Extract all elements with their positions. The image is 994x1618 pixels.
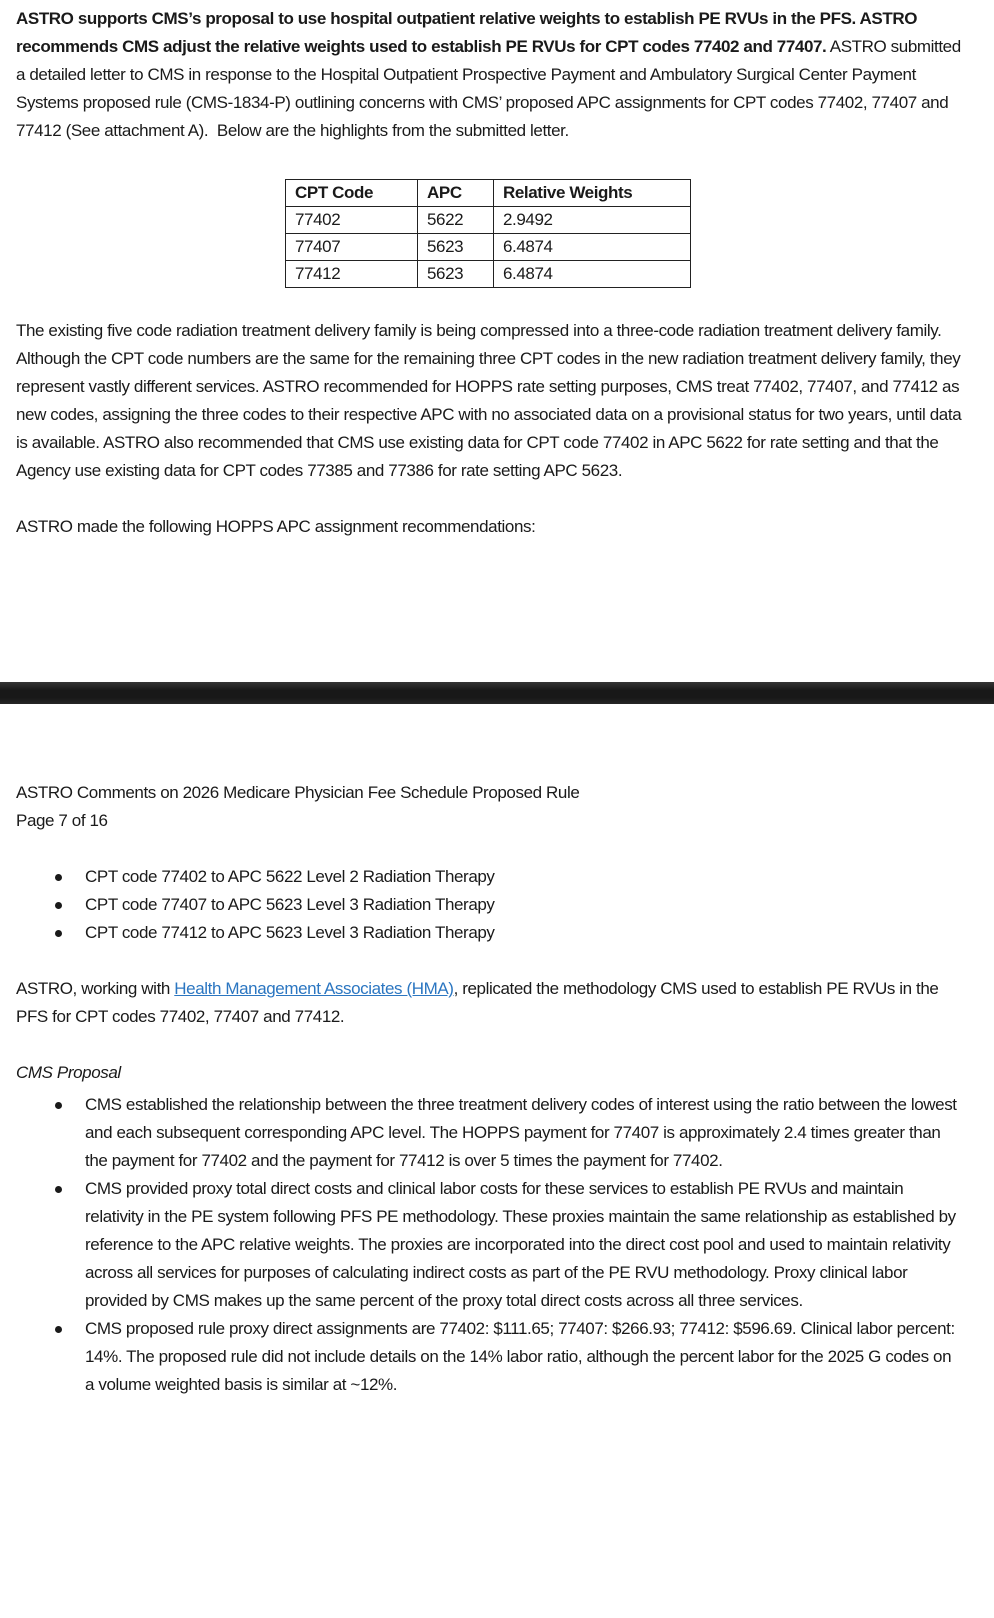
cell-relative-weight: 6.4874 [494, 261, 691, 288]
list-item: CMS proposed rule proxy direct assignments are 77402: $111.65; 77407: $266.93; 77412: $596.69. Clinical labor percent: 14%. The proposed rule did not include details on the 14% labor ratio, although the percent labor for the 2025 G codes on a volume weighted basis is similar at ~12%. [85, 1315, 962, 1399]
cell-cpt-code: 77407 [286, 234, 418, 261]
section-heading-cms-proposal: CMS Proposal [16, 1063, 121, 1082]
column-header-apc: APC [418, 180, 494, 207]
cell-cpt-code: 77402 [286, 207, 418, 234]
running-header [16, 779, 962, 835]
apc-recommendation-list [16, 863, 962, 947]
hma-link[interactable]: Health Management Associates (HMA) [174, 979, 454, 998]
cell-apc: 5623 [418, 234, 494, 261]
paragraph-recommendations-intro: ASTRO made the following HOPPS APC assignment recommendations: [16, 517, 536, 536]
table-header-row [286, 180, 691, 207]
hma-text-before: ASTRO, working with [16, 979, 175, 998]
cell-cpt-code: 77412 [286, 261, 418, 288]
table-row [286, 207, 691, 234]
list-item: CPT code 77407 to APC 5623 Level 3 Radiation Therapy [85, 891, 962, 919]
hma-text-after: , replicated the methodology CMS used to establish PE RVUs in the PFS for CPT codes 77402, 77407 and 77412. [16, 979, 943, 1026]
paragraph-hma-methodology [16, 975, 962, 1031]
paragraph-overview [16, 5, 966, 145]
cell-relative-weight: 2.9492 [494, 207, 691, 234]
table-row [286, 261, 691, 288]
list-item: CMS established the relationship between the three treatment delivery codes of interest using the ratio between the lowest and each subsequent corresponding APC level. The HOPPS payment for 77407 is approximately 2.4 times greater than the payment for 77402 and the payment for 77412 is over 5 times the payment for 77402. [85, 1091, 962, 1175]
paragraph-overview-bold: ASTRO supports CMS’s proposal to use hospital outpatient relative weights to establish PE RVUs in the PFS. ASTRO recommends CMS adjust the relative weights used to establish PE RVUs for CPT codes 77402 and 77407. [16, 9, 922, 56]
cell-apc: 5623 [418, 261, 494, 288]
list-item: CPT code 77412 to APC 5623 Level 3 Radiation Therapy [85, 919, 962, 947]
running-header-page-number: Page 7 of 16 [16, 811, 108, 830]
running-header-title: ASTRO Comments on 2026 Medicare Physician Fee Schedule Proposed Rule [16, 783, 580, 802]
column-header-cpt-code: CPT Code [286, 180, 418, 207]
cpt-apc-table [285, 179, 691, 288]
cell-apc: 5622 [418, 207, 494, 234]
page-break-separator [0, 682, 994, 704]
paragraph-overview-regular: ASTRO submitted a detailed letter to CMS in response to the Hospital Outpatient Prospective Payment and Ambulatory Surgical Center Payment Systems proposed rule (CMS-1834-P) outlining concerns with CMS’ proposed APC assignments for CPT codes 77402, 77407 and 77412 (See attachment A). Below are the highlights from the submitted letter. [16, 37, 966, 140]
table-row [286, 234, 691, 261]
cms-proposal-list [16, 1091, 962, 1399]
column-header-relative-weights: Relative Weights [494, 180, 691, 207]
cell-relative-weight: 6.4874 [494, 234, 691, 261]
paragraph-code-family: The existing five code radiation treatment delivery family is being compressed into a three-code radiation treatment delivery family. Although the CPT code numbers are the same for the remaining three CPT codes in the new radiation treatment delivery family, they represent vastly different services. ASTRO recommended for HOPPS rate setting purposes, CMS treat 77402, 77407, and 77412 as new codes, assigning the three codes to their respective APC with no associated data on a provisional status for two years, until data is available. ASTRO also recommended that CMS use existing data for CPT code 77402 in APC 5622 for rate setting and that the Agency use existing data for CPT codes 77385 and 77386 for rate setting APC 5623. [16, 321, 966, 480]
list-item: CPT code 77402 to APC 5622 Level 2 Radiation Therapy [85, 863, 962, 891]
list-item: CMS provided proxy total direct costs and clinical labor costs for these services to establish PE RVUs and maintain relativity in the PE system following PFS PE methodology. These proxies maintain the same relationship as established by reference to the APC relative weights. The proxies are incorporated into the direct cost pool and used to maintain relativity across all services for purposes of calculating indirect costs as part of the PE RVU methodology. Proxy clinical labor provided by CMS makes up the same percent of the proxy total direct costs across all three services. [85, 1175, 962, 1315]
